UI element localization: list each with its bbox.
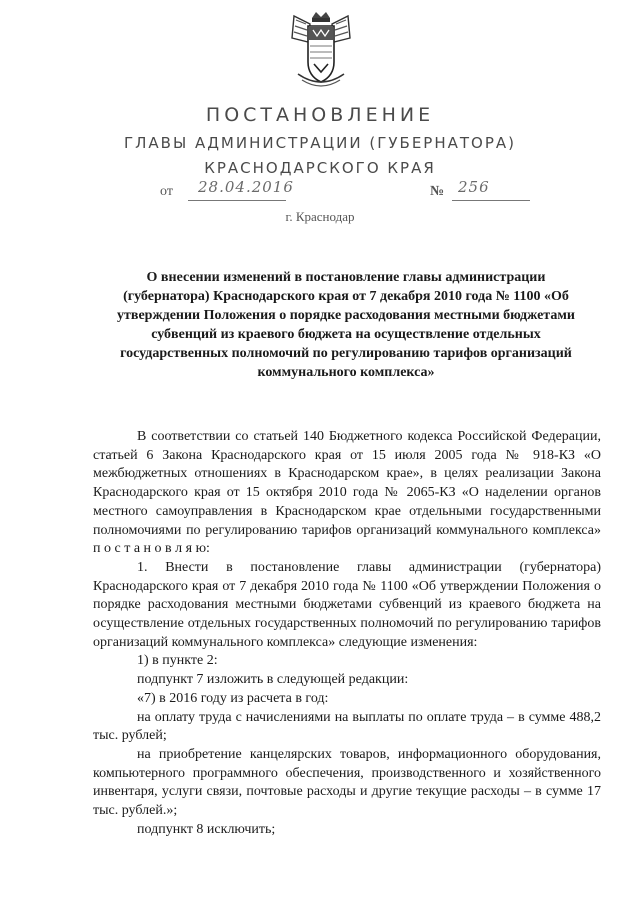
title-line: государственных полномочий по регулированию тарифов организаций: [120, 346, 572, 361]
paragraph-subitem-1: 1) в пункте 2:: [137, 653, 218, 669]
number-underline: [452, 200, 530, 201]
krasnodar-coat-of-arms-icon: [288, 12, 354, 92]
number-value: 256: [458, 178, 490, 196]
title-line: субвенций из краевого бюджета на осуществление отдельных: [151, 327, 541, 342]
date-value: 28.04.2016: [198, 178, 294, 196]
paragraph-quote-start: «7) в 2016 году из расчета в год:: [137, 690, 329, 706]
paragraph-supplies: на приобретение канцелярских товаров, информационного оборудования, компьютерного программного обеспечения, производственного и хозяйственного инвентаря, услуги связи, почтовые расходы и другие текущие расходы – в сумме 17 тыс. рублей.»;: [93, 746, 601, 819]
paragraph-subpoint-7: подпункт 7 изложить в следующей редакции:: [137, 672, 409, 688]
title-line: (губернатора) Краснодарского края от 7 декабря 2010 года № 1100 «Об: [123, 289, 569, 304]
paragraph-item-1: 1. Внести в постановление главы администрации (губернатора) Краснодарского края от 7 декабря 2010 года № 1100 «Об утверждении Положения о порядке расходования местными бюджетами субвенций из краевого бюджета на осуществление отдельных государственных полномочий по регулированию тарифов организаций коммунального комплекса» следующие изменения:: [93, 559, 601, 650]
document-type-heading: ПОСТАНОВЛЕНИЕ: [205, 104, 435, 126]
title-line: О внесении изменений в постановление главы администрации: [146, 270, 546, 285]
document-title: [100, 268, 592, 382]
issuer-heading: ГЛАВЫ АДМИНИСТРАЦИИ (ГУБЕРНАТОРА): [123, 134, 517, 152]
paragraph-subpoint-8: подпункт 8 исключить;: [137, 821, 276, 837]
number-label: №: [430, 184, 445, 199]
region-heading: КРАСНОДАРСКОГО КРАЯ: [204, 159, 436, 177]
date-label: от: [160, 184, 173, 199]
city-label: г. Краснодар: [285, 209, 355, 224]
document-body: [93, 428, 601, 839]
date-underline: [188, 200, 286, 201]
paragraph-preamble: В соответствии со статьей 140 Бюджетного кодекса Российской Федерации, статьей 6 Закона Краснодарского края от 15 июля 2005 года № 918-КЗ «О межбюджетных отношениях в Краснодарском крае», в целях реализации Закона Краснодарского края от 15 октября 2010 года № 2065-КЗ «О наделении органов местного самоуправления в Краснодарском крае отдельными государственными полномочиями по регулированию тарифов организаций коммунального комплекса» п о с т а н о в л я ю:: [93, 429, 601, 557]
title-line: коммунального комплекса»: [257, 365, 435, 380]
title-line: утверждении Положения о порядке расходования местными бюджетами: [117, 308, 575, 323]
paragraph-salary: на оплату труда с начислениями на выплаты по оплате труда – в сумме 488,2 тыс. рублей;: [93, 709, 601, 744]
